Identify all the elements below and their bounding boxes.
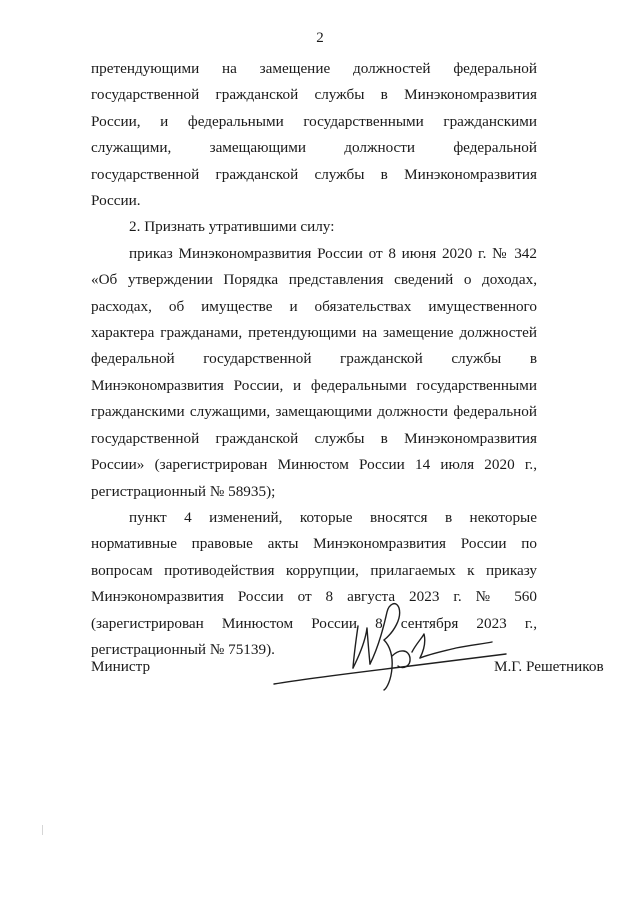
document-body	[91, 56, 537, 663]
scan-artifact	[42, 825, 43, 835]
signatory-name: М.Г. Решетников	[494, 658, 604, 675]
signatory-position: Министр	[91, 658, 151, 675]
paragraph-order-342: приказ Минэкономразвития России от 8 июня 2020 г. № 342 «Об утверждении Порядка представления сведений о доходах, расходах, об имуществе и обязательствах имущественного характера гражданами, претендующими на замещение должностей федеральной государственной гражданской службы в Минэкономразвития России, и федеральными государственными гражданскими служащими, замещающими должности федеральной государственной гражданской службы в Минэкономразвития России» (зарегистрирован Минюстом России 14 июля 2020 г., регистрационный № 58935);	[91, 244, 537, 500]
page-number: 2	[316, 30, 324, 46]
paragraph-continuation: претендующими на замещение должностей федеральной государственной гражданской службы в Минэкономразвития России, и федеральными государственными гражданскими служащими, замещающими должности федеральной государственной гражданской службы в Минэкономразвития России.	[91, 60, 537, 210]
signature-block	[91, 658, 633, 682]
paragraph-point-4: пункт 4 изменений, которые вносятся в некоторые нормативные правовые акты Минэкономразвития России по вопросам противодействия коррупции, прилагаемых к приказу Минэкономразвития России от 8 августа 2023 г. № 560 (зарегистрирован Минюстом России 8 сентября 2023 г., регистрационный № 75139).	[91, 508, 537, 658]
handwritten-signature	[270, 590, 510, 700]
paragraph-item-2: 2. Признать утратившими силу:	[129, 218, 335, 236]
